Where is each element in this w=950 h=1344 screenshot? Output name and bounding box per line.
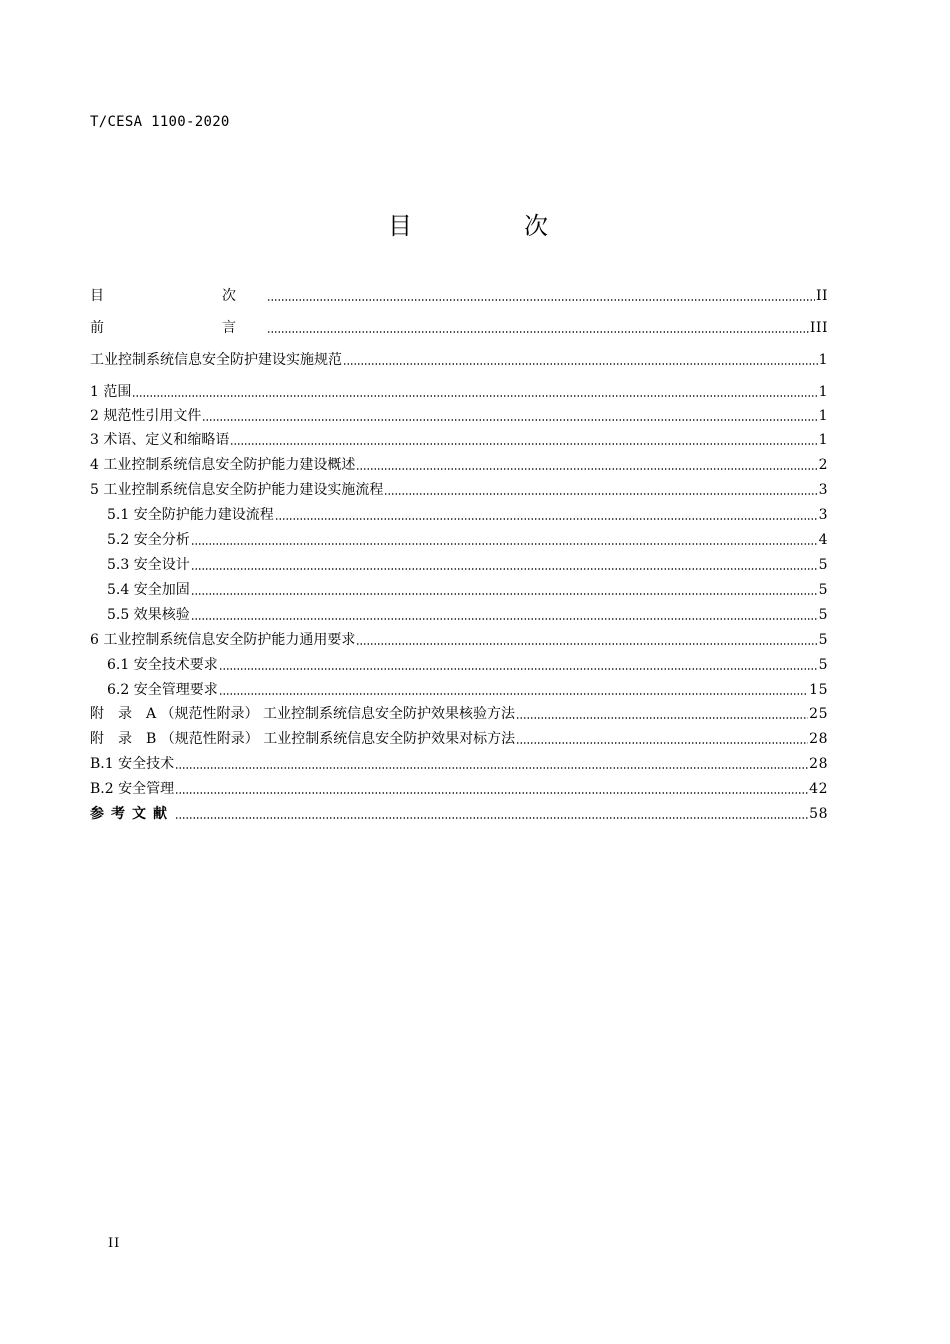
toc-entry-label: 附 录 A （规范性附录） 工业控制系统信息安全防护效果核验方法 bbox=[90, 706, 516, 722]
toc-entry-page: 58 bbox=[809, 806, 828, 822]
toc-entry[interactable] bbox=[90, 530, 828, 550]
toc-entry-page: 25 bbox=[809, 706, 828, 722]
toc-entry-label: B.2 安全管理 bbox=[90, 781, 175, 797]
toc-entry[interactable] bbox=[90, 729, 828, 749]
toc-entry[interactable] bbox=[90, 286, 828, 306]
toc-dot-leader bbox=[175, 767, 808, 769]
toc-entry-label: 参考文献 bbox=[90, 806, 174, 822]
toc-dot-leader bbox=[356, 643, 817, 645]
toc-dot-leader bbox=[202, 419, 817, 421]
toc-entry-page: 3 bbox=[818, 507, 828, 523]
toc-entry-label: 5.5 效果核验 bbox=[107, 607, 190, 623]
toc-entry-page: 15 bbox=[809, 682, 828, 698]
toc-entry-page: 5 bbox=[818, 557, 828, 573]
toc-entry[interactable] bbox=[90, 430, 828, 450]
toc-dot-leader bbox=[191, 543, 818, 545]
toc-entry-page: 1 bbox=[818, 408, 828, 424]
toc-entry-label: 目 次 bbox=[90, 288, 266, 304]
toc-dot-leader bbox=[384, 493, 817, 495]
toc-entry[interactable] bbox=[90, 655, 828, 675]
toc-entry-label: 5.3 安全设计 bbox=[107, 557, 190, 573]
toc-entry[interactable] bbox=[90, 754, 828, 774]
toc-entry-page: 5 bbox=[818, 582, 828, 598]
toc-entry-label: 工业控制系统信息安全防护建设实施规范 bbox=[90, 352, 342, 368]
toc-entry[interactable] bbox=[90, 406, 828, 426]
toc-entry-page: 5 bbox=[818, 632, 828, 648]
toc-entry-label: 1 范围 bbox=[90, 384, 132, 400]
toc-entry[interactable] bbox=[90, 505, 828, 525]
toc-dot-leader bbox=[230, 443, 817, 445]
toc-entry-page: 4 bbox=[818, 532, 828, 548]
document-code: T/CESA 1100-2020 bbox=[90, 114, 230, 130]
toc-entry-label: 5.4 安全加固 bbox=[107, 582, 190, 598]
toc-dot-leader bbox=[267, 299, 815, 301]
toc-entry[interactable] bbox=[90, 704, 828, 724]
toc-entry-page: 1 bbox=[818, 432, 828, 448]
toc-entry-page: 28 bbox=[809, 756, 828, 772]
toc-entry[interactable] bbox=[90, 605, 828, 625]
toc-entry-page: III bbox=[809, 320, 828, 336]
toc-dot-leader bbox=[219, 693, 808, 695]
toc-entry[interactable] bbox=[90, 455, 828, 475]
toc-entry[interactable] bbox=[90, 350, 828, 370]
toc-entry-page: 1 bbox=[818, 352, 828, 368]
toc-entry-page: 5 bbox=[818, 607, 828, 623]
toc-entry-label: 4 工业控制系统信息安全防护能力建设概述 bbox=[90, 457, 356, 473]
toc-dot-leader bbox=[175, 817, 808, 819]
toc-entry[interactable] bbox=[90, 382, 828, 402]
toc-entry[interactable] bbox=[90, 630, 828, 650]
toc-dot-leader bbox=[356, 468, 817, 470]
toc-entry-label: 前 言 bbox=[90, 320, 266, 336]
toc-entry-page: 5 bbox=[818, 657, 828, 673]
toc-entry-label: 5.1 安全防护能力建设流程 bbox=[107, 507, 274, 523]
toc-entry-page: 1 bbox=[818, 384, 828, 400]
toc-dot-leader bbox=[267, 331, 809, 333]
toc-entry[interactable] bbox=[90, 804, 828, 824]
toc-dot-leader bbox=[275, 518, 818, 520]
toc-entry-page: II bbox=[815, 288, 828, 304]
toc-dot-leader bbox=[191, 568, 818, 570]
toc-entry-label: 6 工业控制系统信息安全防护能力通用要求 bbox=[90, 632, 356, 648]
toc-entry-page: 28 bbox=[809, 731, 828, 747]
toc-entry-label: 3 术语、定义和缩略语 bbox=[90, 432, 230, 448]
toc-entry-label: 5 工业控制系统信息安全防护能力建设实施流程 bbox=[90, 482, 384, 498]
toc-dot-leader bbox=[516, 717, 808, 719]
toc-entry-label: 2 规范性引用文件 bbox=[90, 408, 202, 424]
toc-entry-page: 3 bbox=[818, 482, 828, 498]
toc-entry-label: 附 录 B （规范性附录） 工业控制系统信息安全防护效果对标方法 bbox=[90, 731, 516, 747]
toc-entry-label: 6.2 安全管理要求 bbox=[107, 682, 218, 698]
toc-entry-page: 42 bbox=[809, 781, 828, 797]
toc-dot-leader bbox=[175, 792, 808, 794]
toc-entry[interactable] bbox=[90, 580, 828, 600]
toc-entry[interactable] bbox=[90, 480, 828, 500]
toc-entry[interactable] bbox=[90, 318, 828, 338]
toc-dot-leader bbox=[343, 363, 818, 365]
toc-dot-leader bbox=[191, 593, 818, 595]
toc-entry-label: B.1 安全技术 bbox=[90, 756, 175, 772]
toc-entry-label: 5.2 安全分析 bbox=[107, 532, 190, 548]
toc-entry-page: 2 bbox=[818, 457, 828, 473]
toc-entry-label: 6.1 安全技术要求 bbox=[107, 657, 218, 673]
toc-entry[interactable] bbox=[90, 779, 828, 799]
toc-dot-leader bbox=[132, 395, 817, 397]
toc-entry[interactable] bbox=[90, 555, 828, 575]
page-title: 目 次 bbox=[388, 212, 592, 240]
toc-entry[interactable] bbox=[90, 680, 828, 700]
toc-dot-leader bbox=[191, 618, 818, 620]
toc-dot-leader bbox=[219, 668, 818, 670]
toc-dot-leader bbox=[516, 742, 808, 744]
page-number: II bbox=[108, 1236, 121, 1251]
